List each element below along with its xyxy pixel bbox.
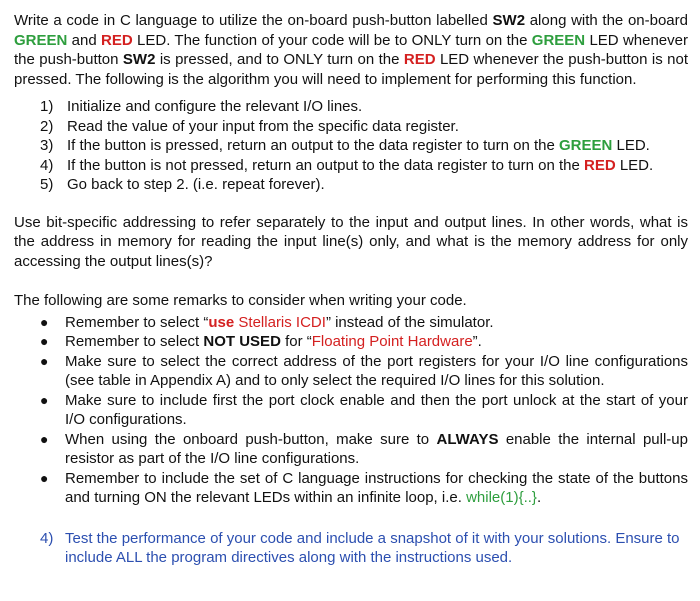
intro-text: and (67, 31, 102, 49)
list-item (14, 313, 688, 333)
bit-addressing-paragraph: Use bit-specific addressing to refer separately to the input and output lines. In other words, what is the address in memory for reading the input line(s) only, and what is the memory address for only accessing the output lines(s)? (14, 213, 688, 270)
intro-text: is pressed, and to ONLY turn on the (155, 51, 404, 68)
step-4-paragraph (14, 529, 688, 568)
list-item (14, 391, 688, 430)
step-text: If the button is not pressed, return an output to the data register to turn on the (67, 156, 584, 174)
list-item (14, 175, 688, 195)
sw2-label: SW2 (122, 51, 156, 68)
intro-text: along with the on-board (525, 12, 688, 29)
remark-text: . (536, 489, 542, 506)
step-number: 5) (40, 176, 54, 193)
remarks-list (14, 313, 688, 508)
list-item (14, 97, 688, 117)
code-snippet: while(1){..} (466, 489, 537, 506)
remark-text: Remember to include the set of C language instructions for checking the state of the buttons and turning ON the relevant LEDs within an infinite loop, i.e. (65, 469, 688, 506)
list-item (14, 469, 688, 508)
remark-text: When using the onboard push-button, make sure to (65, 430, 437, 448)
red-led-label: RED (101, 31, 133, 49)
green-led-label: GREEN (14, 31, 68, 49)
step-number: 3) (40, 137, 54, 154)
bullet-icon: ● (40, 391, 49, 408)
algorithm-steps (14, 97, 688, 195)
green-led-label: GREEN (558, 137, 613, 154)
step-text: Read the value of your input from the specific data register. (67, 117, 459, 135)
step-text: If the button is pressed, return an output to the data register to turn on the (67, 137, 559, 154)
remark-highlight: use (208, 313, 235, 331)
remark-bold: ALWAYS (436, 430, 499, 448)
bullet-icon: ● (40, 313, 49, 330)
list-item (14, 156, 688, 176)
remark-text: Remember to select “ (65, 313, 209, 331)
remark-text: enable the internal pull-up resistor as part of the I/O line configurations. (65, 430, 688, 467)
remark-text: ” instead of the simulator. (325, 313, 494, 331)
list-item (14, 430, 688, 469)
step-number: 4) (40, 156, 54, 174)
bullet-icon: ● (40, 333, 49, 349)
remark-text: for “ (280, 333, 312, 350)
remark-highlight: Stellaris ICDI (234, 313, 326, 331)
intro-text: Write a code in C language to utilize the on-board push-button labelled (14, 12, 493, 29)
red-led-label: RED (403, 51, 436, 68)
red-led-label: RED (584, 156, 616, 174)
step-text: Initialize and configure the relevant I/O lines. (67, 98, 363, 115)
step-number: 1) (40, 98, 54, 115)
green-led-label: GREEN (531, 31, 586, 49)
intro-paragraph (14, 11, 688, 89)
intro-text: LED whenever the push-button (14, 31, 688, 68)
step-text: LED. (615, 156, 654, 174)
list-item (14, 117, 688, 137)
remarks-heading: The following are some remarks to consider when writing your code. (14, 292, 467, 309)
bullet-icon: ● (40, 352, 49, 369)
step-number: 4) (40, 529, 54, 547)
remark-text: Make sure to include first the port clock enable and then the port unlock at the start of your I/O configurations. (65, 391, 688, 428)
bullet-icon: ● (40, 430, 49, 447)
sw2-label: SW2 (492, 12, 526, 29)
intro-text: LED. The function of your code will be to ONLY turn on the (132, 31, 532, 49)
step-text: Go back to step 2. (i.e. repeat forever). (67, 176, 325, 193)
intro-text: LED whenever the push-button is not pressed. The following is the algorithm you will need to implement for performing this function. (14, 51, 688, 88)
list-item (14, 136, 688, 156)
list-item (14, 352, 688, 391)
remark-bold: NOT USED (203, 333, 281, 350)
list-item (14, 332, 688, 352)
bullet-icon: ● (40, 469, 49, 486)
remark-text: Make sure to select the correct address of the port registers for your I/O line configurations (see table in Appendix A) and to only select the required I/O lines for this solution. (65, 352, 688, 389)
step-number: 2) (40, 117, 54, 135)
remark-highlight: Floating Point Hardware (311, 333, 473, 350)
step-text: Test the performance of your code and include a snapshot of it with your solutions. Ensure to include ALL the program directives along with the instructions used. (65, 529, 680, 566)
remark-text: ”. (472, 333, 482, 350)
step-text: LED. (612, 137, 650, 154)
remark-text: Remember to select (65, 333, 204, 350)
